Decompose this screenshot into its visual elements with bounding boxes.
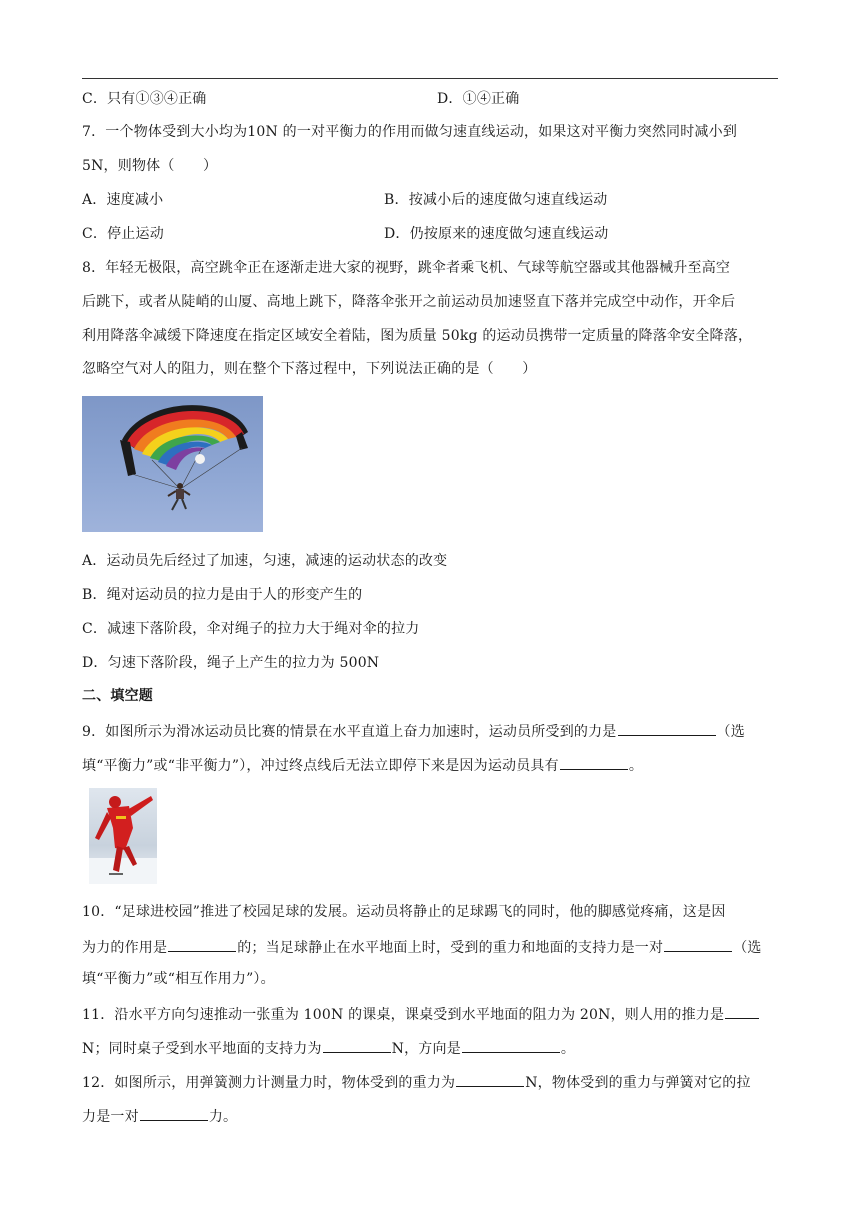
q12-line1: [82, 1071, 751, 1093]
q7-stem-line2: 5N，则物体（ ）: [82, 158, 218, 174]
answer-blank[interactable]: [560, 754, 628, 770]
section-title: 二、填空题: [82, 688, 153, 704]
q10-text-3: （选: [733, 940, 762, 956]
q12-text-4: 力。: [208, 1109, 238, 1125]
q8-stem-line4: 忽略空气对人的阻力，则在整个下落过程中，下列说法正确的是（ ）: [82, 361, 537, 377]
answer-blank[interactable]: [618, 720, 716, 736]
header-rule: [82, 78, 778, 79]
q12-text-3: 力是一对: [82, 1109, 139, 1125]
q8-option-a: A．运动员先后经过了加速，匀速，减速的运动状态的改变: [82, 553, 448, 569]
q9-text-3: 填“平衡力”或“非平衡力”），冲过终点线后无法立即停下来是因为运动员具有: [82, 758, 559, 774]
q7-option-a: A．速度减小: [82, 192, 164, 208]
q12-line2: [82, 1105, 237, 1127]
q10-line2: [82, 936, 762, 958]
q11-text-4: 。: [560, 1041, 576, 1057]
option-d: D．①④正确: [437, 91, 520, 107]
q11-line2: [82, 1037, 575, 1059]
answer-blank[interactable]: [462, 1037, 560, 1053]
answer-blank[interactable]: [323, 1037, 391, 1053]
q10-line1: 10．“足球进校园”推进了校园足球的发展。运动员将静止的足球踢飞的同时，他的脚感觉疼痛，这是因: [82, 904, 726, 920]
q10-text-2: 的；当足球静止在水平地面上时，受到的重力和地面的支持力是一对: [237, 940, 664, 956]
q8-stem-line1: 8．年轻无极限，高空跳伞正在逐渐走进大家的视野，跳伞者乘飞机、气球等航空器或其他器械升至高空: [82, 260, 731, 276]
q11-text-1: 11．沿水平方向匀速推动一张重为 100N 的课桌，课桌受到水平地面的阻力为 20N，则人用的推力是: [82, 1007, 725, 1023]
parachute-illustration: [82, 396, 263, 532]
answer-blank[interactable]: [725, 1003, 759, 1019]
q9-line1: [82, 720, 745, 742]
speed-skater-photo: [89, 788, 157, 884]
answer-blank[interactable]: [664, 936, 732, 952]
q12-text-1: 12．如图所示，用弹簧测力计测量力时，物体受到的重力为: [82, 1075, 456, 1091]
q10-line3: 填“平衡力”或“相互作用力”）。: [82, 971, 275, 987]
q8-option-b: B．绳对运动员的拉力是由于人的形变产生的: [82, 587, 363, 603]
q8-option-c: C．减速下落阶段，伞对绳子的拉力大于绳对伞的拉力: [82, 621, 420, 637]
q7-option-c: C．停止运动: [82, 226, 164, 242]
parachute-photo: [82, 396, 263, 532]
q11-text-3: N，方向是: [391, 1041, 461, 1057]
option-c: C．只有①③④正确: [82, 91, 207, 107]
q9-text-1: 9．如图所示为滑冰运动员比赛的情景在水平直道上奋力加速时，运动员所受到的力是: [82, 724, 617, 740]
skater-illustration: [89, 788, 157, 884]
answer-blank[interactable]: [140, 1105, 208, 1121]
answer-blank[interactable]: [456, 1071, 524, 1087]
q9-text-2: （选: [716, 724, 745, 740]
q9-text-4: 。: [628, 758, 644, 774]
q10-text-1: 为力的作用是: [82, 940, 168, 956]
q9-line2: [82, 754, 643, 776]
q11-text-2: N；同时桌子受到水平地面的支持力为: [82, 1041, 322, 1057]
answer-blank[interactable]: [168, 936, 236, 952]
q8-stem-line3: 利用降落伞减缓下降速度在指定区域安全着陆，图为质量 50kg 的运动员携带一定质量的降落伞安全降落，: [82, 328, 753, 344]
q11-line1: [82, 1003, 760, 1025]
q7-stem-line1: 7．一个物体受到大小均为10N 的一对平衡力的作用而做匀速直线运动，如果这对平衡力突然同时减小到: [82, 124, 738, 140]
q7-option-b: B．按减小后的速度做匀速直线运动: [384, 192, 608, 208]
q8-stem-line2: 后跳下，或者从陡峭的山厦、高地上跳下，降落伞张开之前运动员加速竖直下落并完成空中动作，开伞后: [82, 294, 736, 310]
q7-option-d: D．仍按原来的速度做匀速直线运动: [384, 226, 609, 242]
q8-option-d: D．匀速下落阶段，绳子上产生的拉力为 500N: [82, 655, 380, 671]
q12-text-2: N，物体受到的重力与弹簧对它的拉: [525, 1075, 751, 1091]
